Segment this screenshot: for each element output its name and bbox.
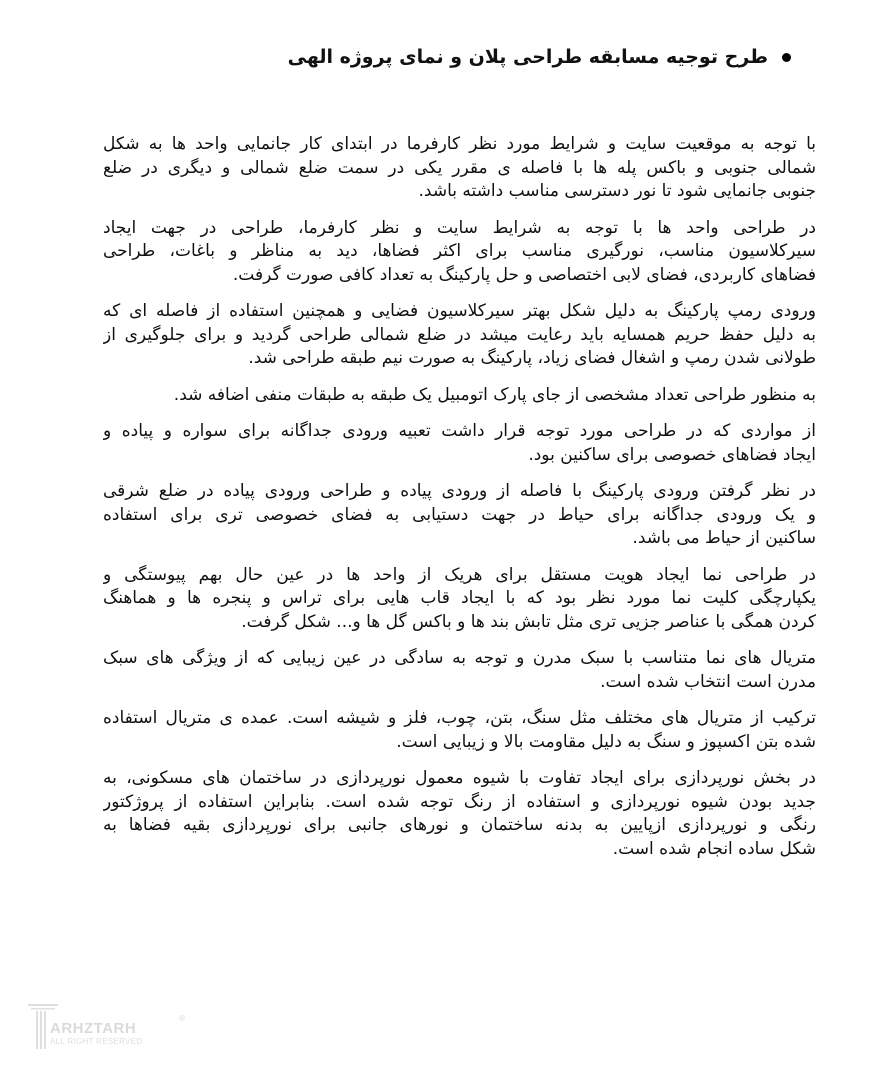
text-line: در نظر گرفتن ورودی پارکینگ با فاصله از ورودی پیاده و طراحی ورودی پیاده در ضلع شرقی: [103, 481, 816, 501]
paragraph: [103, 767, 816, 861]
text-line: جدید بودن شیوه نورپردازی و استفاده از رنگ توجه شده است. بنابراین استفاده از پروژکتور: [103, 791, 816, 812]
paragraph: [103, 480, 816, 551]
paragraph: [103, 564, 816, 635]
paragraph: [103, 707, 816, 754]
text-line: ساکنین از حیاط می باشد.: [632, 528, 816, 548]
text-line: مدرن است انتخاب شده است.: [600, 671, 816, 692]
text-line: طولانی شدن رمپ و اشغال فضای زیاد، پارکینگ به صورت نیم طبقه طراحی شد.: [248, 348, 816, 368]
text-line: در طراحی واحد ها با توجه به شرایط سایت و نظر کارفرما، طراحی در جهت ایجاد: [103, 217, 816, 238]
text-line: رنگی و نورپردازی ازپایین به بدنه ساختمان و نورهای جانبی برای نورپردازی بقیه فضاها به: [103, 815, 816, 835]
bullet-icon: [782, 53, 791, 62]
paragraph: [103, 647, 816, 694]
page-title: طرح توجیه مسابقه طراحی پلان و نمای پروژه الهی: [287, 46, 768, 68]
text-line: شده بتن اکسپوز و سنگ به دلیل مقاومت بالا و زیبایی است.: [396, 731, 816, 752]
document-body: [103, 133, 816, 874]
text-line: یکپارچگی کلیت نما مورد نظر بود که با ایجاد قاب هایی برای تراس و پنجره ها و هماهنگ: [103, 588, 816, 608]
text-line: ورودی رمپ پارکینگ به دلیل شکل بهتر سیرکلاسیون فضایی و همچنین استفاده از فاصله ای که: [103, 301, 816, 321]
text-line: جنوبی جانمایی شود تا نور دسترسی مناسب داشته باشد.: [418, 181, 816, 201]
text-line: به دلیل حفظ حریم همسایه باید رعایت میشد در ضلع شمالی طراحی گردید و برای جلوگیری از: [103, 324, 816, 345]
watermark-brand: ARHZTARH: [50, 1020, 137, 1037]
paragraph: [103, 384, 816, 408]
text-line: از مواردی که در طراحی مورد توجه قرار داشت تعبیه ورودی جداگانه برای سواره و پیاده و: [103, 421, 816, 441]
paragraph: [103, 300, 816, 371]
text-line: شکل ساده انجام شده است.: [612, 838, 816, 859]
text-line: متریال های نما متناسب با سبک مدرن و توجه به سادگی در عین زیبایی که از ویژگی های سبک: [103, 648, 816, 668]
paragraph: [103, 217, 816, 288]
text-line: ترکیب از متریال های مختلف مثل سنگ، بتن، چوب، فلز و شیشه است. عمده ی متریال استفاده: [103, 708, 816, 728]
paragraph: [103, 133, 816, 204]
text-line: در طراحی نما ایجاد هویت مستقل برای هریک از واحد ها در عین حال بهم پیوستگی و: [103, 564, 816, 585]
text-line: با توجه به موقعیت سایت و شرایط مورد نظر کارفرما در ابتدای کار جانمایی واحد ها به شکل: [103, 134, 816, 154]
text-line: و یک ورودی جداگانه برای حیاط در جهت دستیابی به فضای خصوصی تری برای استفاده: [103, 504, 816, 525]
watermark-logo: [28, 1002, 188, 1052]
registered-mark: ®: [178, 1014, 186, 1023]
text-line: شمالی جنوبی و باکس پله ها با فاصله ی مقرر یکی در سمت ضلع شمالی و دیگری در ضلع: [103, 157, 816, 178]
text-line: سیرکلاسیون مناسب، نورگیری مناسب برای اکثر فضاها، دید به مناظر و باغات، طراحی: [103, 241, 816, 261]
document-heading: [288, 46, 791, 68]
text-line: به منظور طراحی تعداد مشخصی از جای پارک اتومبیل یک طبقه به طبقات منفی اضافه شد.: [173, 384, 816, 405]
text-line: ایجاد فضاهای خصوصی برای ساکنین بود.: [528, 444, 816, 465]
paragraph: [103, 420, 816, 467]
text-line: در بخش نورپردازی برای ایجاد تفاوت با شیوه معمول نورپردازی در ساختمان های مسکونی، به: [103, 768, 816, 788]
watermark-tagline: ALL RIGHT RESERVED: [50, 1037, 143, 1046]
text-line: کردن همگی با عناصر جزیی تری مثل تابش بند ها و باکس گل ها و... شکل گرفت.: [241, 611, 816, 632]
text-line: فضاهای کاربردی، فضای لابی اختصاصی و حل پارکینگ به تعداد کافی صورت گرفت.: [232, 264, 816, 285]
